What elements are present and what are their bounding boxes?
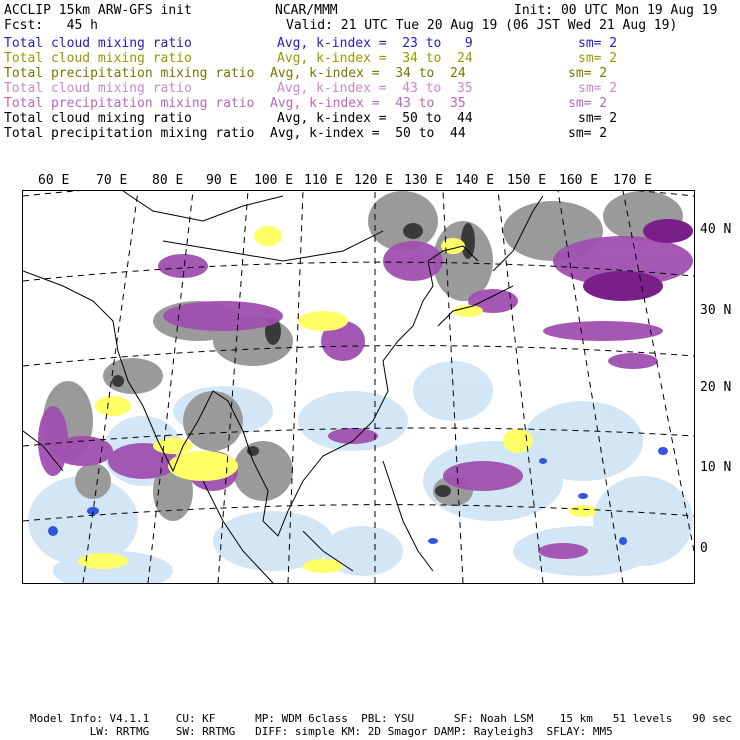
map-frame bbox=[22, 190, 695, 584]
lon-label-150e: 150 E bbox=[507, 173, 547, 188]
lon-label-60e: 60 E bbox=[38, 173, 70, 188]
lon-label-160e: 160 E bbox=[559, 173, 599, 188]
field-avg-3: Avg, k-index = 34 to 24 bbox=[270, 66, 466, 81]
lon-label-90e: 90 E bbox=[206, 173, 238, 188]
field-avg-4: Avg, k-index = 43 to 35 bbox=[277, 81, 473, 96]
plot-title: ACCLIP 15km ARW-GFS init bbox=[4, 3, 192, 18]
field-sm-4: sm= 2 bbox=[578, 81, 618, 96]
lon-label-80e: 80 E bbox=[152, 173, 184, 188]
model-info-line-1: Model Info: V4.1.1 CU: KF MP: WDM 6class PBL: YSU SF: Noah LSM 15 km 51 levels 90 sec bbox=[30, 712, 732, 725]
lon-label-130e: 130 E bbox=[404, 173, 444, 188]
lon-label-120e: 120 E bbox=[354, 173, 394, 188]
lon-label-170e: 170 E bbox=[613, 173, 653, 188]
field-name-1: Total cloud mixing ratio bbox=[4, 36, 192, 51]
lat-label-40n: 40 N bbox=[700, 222, 732, 237]
model-info-line-2: LW: RRTMG SW: RRTMG DIFF: simple KM: 2D Smagor DAMP: Rayleigh3 SFLAY: MM5 bbox=[30, 725, 613, 738]
lon-label-140e: 140 E bbox=[455, 173, 495, 188]
lon-label-110e: 110 E bbox=[304, 173, 344, 188]
forecast-hour: Fcst: 45 h bbox=[4, 18, 98, 33]
lat-label-30n: 30 N bbox=[700, 303, 732, 318]
lon-label-100e: 100 E bbox=[254, 173, 294, 188]
field-name-6: Total cloud mixing ratio bbox=[4, 111, 192, 126]
field-name-5: Total precipitation mixing ratio bbox=[4, 96, 255, 111]
field-sm-5: sm= 2 bbox=[568, 96, 608, 111]
field-avg-6: Avg, k-index = 50 to 44 bbox=[277, 111, 473, 126]
organization-label: NCAR/MMM bbox=[275, 3, 338, 18]
valid-time: Valid: 21 UTC Tue 20 Aug 19 (06 JST Wed 21 Aug 19) bbox=[286, 18, 678, 33]
init-time: Init: 00 UTC Mon 19 Aug 19 bbox=[514, 3, 718, 18]
field-avg-7: Avg, k-index = 50 to 44 bbox=[270, 126, 466, 141]
field-sm-6: sm= 2 bbox=[578, 111, 618, 126]
field-avg-5: Avg, k-index = 43 to 35 bbox=[270, 96, 466, 111]
lat-label-20n: 20 N bbox=[700, 380, 732, 395]
weather-map bbox=[23, 191, 694, 583]
field-avg-1: Avg, k-index = 23 to 9 bbox=[277, 36, 473, 51]
field-name-7: Total precipitation mixing ratio bbox=[4, 126, 255, 141]
field-sm-3: sm= 2 bbox=[568, 66, 608, 81]
lon-label-70e: 70 E bbox=[96, 173, 128, 188]
field-name-4: Total cloud mixing ratio bbox=[4, 81, 192, 96]
field-name-3: Total precipitation mixing ratio bbox=[4, 66, 255, 81]
field-sm-7: sm= 2 bbox=[568, 126, 608, 141]
field-name-2: Total cloud mixing ratio bbox=[4, 51, 192, 66]
field-avg-2: Avg, k-index = 34 to 24 bbox=[277, 51, 473, 66]
field-sm-1: sm= 2 bbox=[578, 36, 618, 51]
lat-label-0: 0 bbox=[700, 541, 708, 556]
field-sm-2: sm= 2 bbox=[578, 51, 618, 66]
lat-label-10n: 10 N bbox=[700, 460, 732, 475]
